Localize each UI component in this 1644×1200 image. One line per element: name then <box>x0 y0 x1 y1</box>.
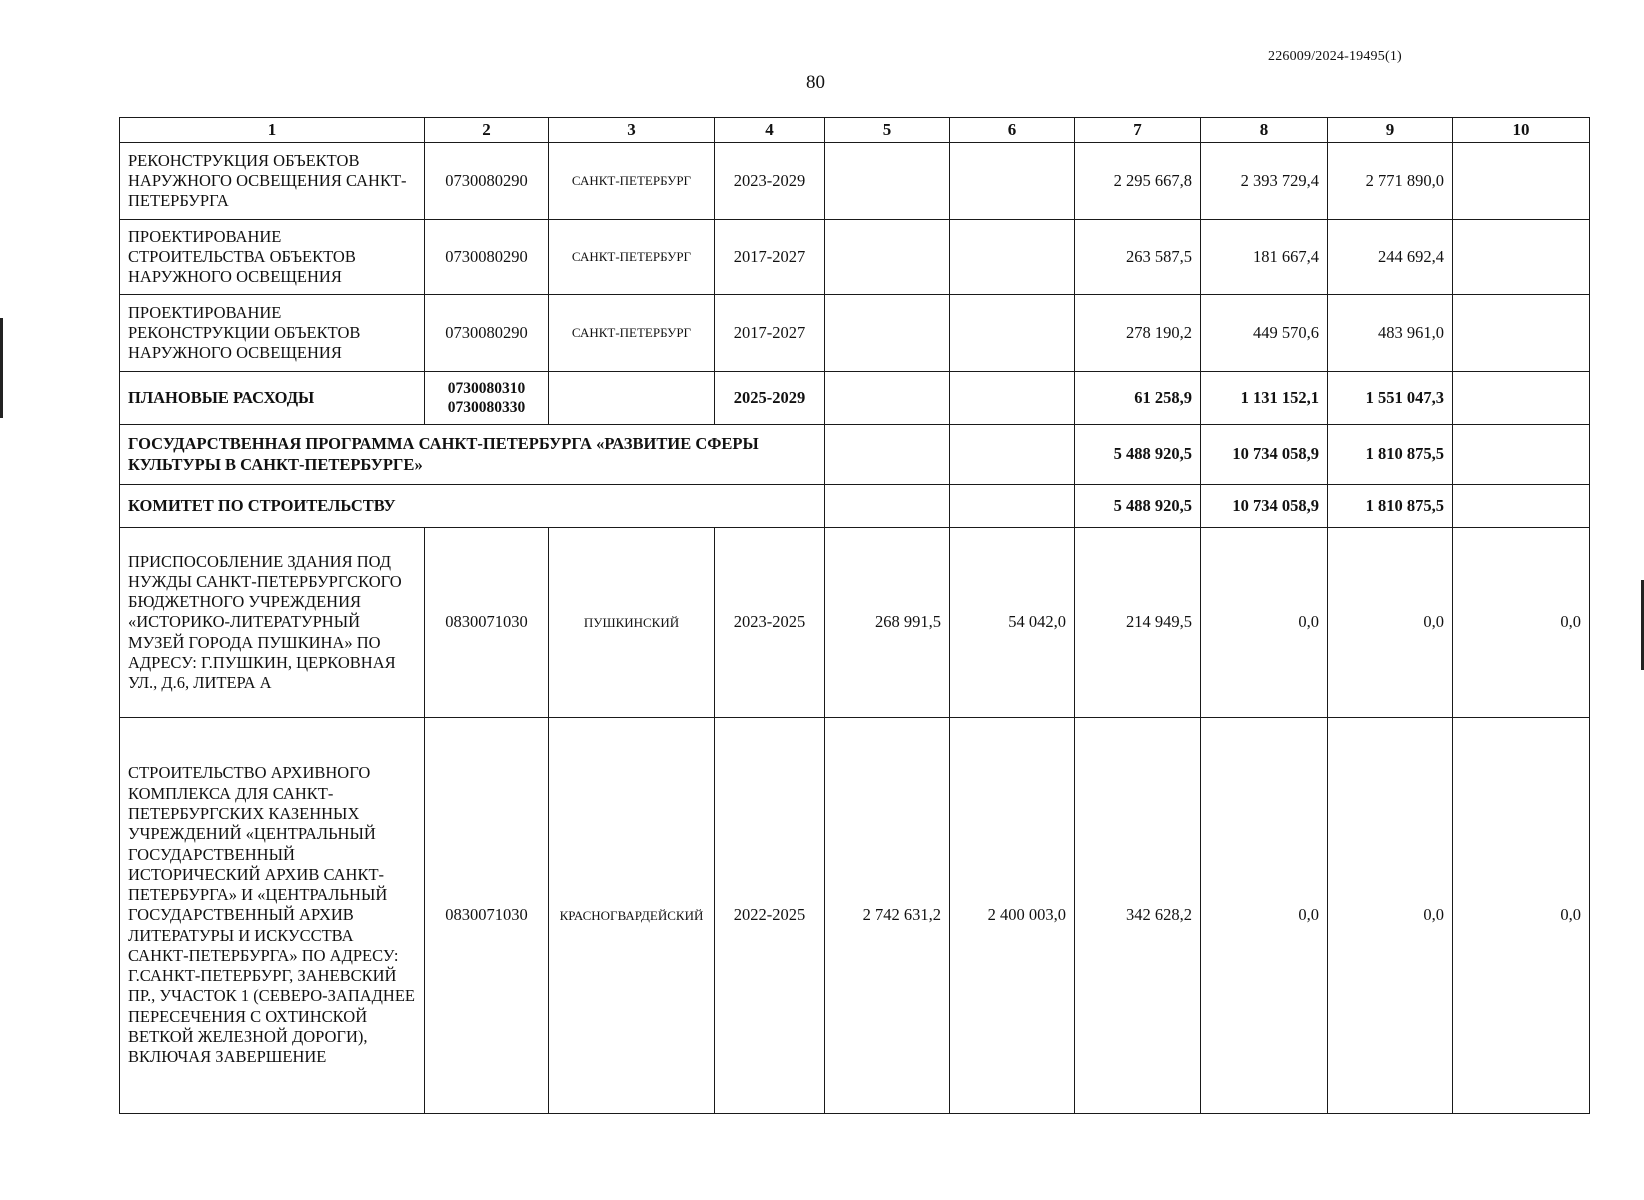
value-cell-6 <box>950 372 1075 425</box>
value-cell-5 <box>825 295 950 372</box>
value-cell-5 <box>825 372 950 425</box>
period-cell: 2023-2029 <box>715 143 825 220</box>
budget-table <box>119 117 1590 1114</box>
target-code-line: 0730080330 <box>447 399 526 416</box>
column-number: 10 <box>1453 118 1590 143</box>
value-cell-7: 5 488 920,5 <box>1075 485 1201 528</box>
value-cell-9: 483 961,0 <box>1328 295 1453 372</box>
value-cell-10 <box>1453 425 1590 485</box>
value-cell-8: 181 667,4 <box>1201 220 1328 295</box>
column-number: 4 <box>715 118 825 143</box>
value-cell-10 <box>1453 220 1590 295</box>
value-cell-5 <box>825 220 950 295</box>
value-cell-6: 2 400 003,0 <box>950 718 1075 1114</box>
value-cell-9: 0,0 <box>1328 528 1453 718</box>
value-cell-7: 5 488 920,5 <box>1075 425 1201 485</box>
column-number: 1 <box>120 118 425 143</box>
object-name-cell: ПЛАНОВЫЕ РАСХОДЫ <box>120 372 425 425</box>
district-cell: САНКТ-ПЕТЕРБУРГ <box>549 220 715 295</box>
district-cell: САНКТ-ПЕТЕРБУРГ <box>549 295 715 372</box>
period-cell: 2025-2029 <box>715 372 825 425</box>
committee-title-cell: КОМИТЕТ ПО СТРОИТЕЛЬСТВУ <box>120 485 825 528</box>
column-number: 3 <box>549 118 715 143</box>
table-row <box>120 485 1590 528</box>
period-cell: 2022-2025 <box>715 718 825 1114</box>
target-code-cell <box>425 372 549 425</box>
value-cell-8: 0,0 <box>1201 528 1328 718</box>
value-cell-8: 10 734 058,9 <box>1201 425 1328 485</box>
value-cell-9: 244 692,4 <box>1328 220 1453 295</box>
value-cell-6 <box>950 425 1075 485</box>
value-cell-9: 1 810 875,5 <box>1328 425 1453 485</box>
value-cell-5 <box>825 425 950 485</box>
value-cell-6 <box>950 485 1075 528</box>
column-number: 8 <box>1201 118 1328 143</box>
target-code-cell: 0830071030 <box>425 528 549 718</box>
district-cell: ПУШКИНСКИЙ <box>549 528 715 718</box>
district-cell: САНКТ-ПЕТЕРБУРГ <box>549 143 715 220</box>
value-cell-8: 10 734 058,9 <box>1201 485 1328 528</box>
column-number-row <box>120 118 1590 143</box>
district-cell: КРАСНОГВАРДЕЙСКИЙ <box>549 718 715 1114</box>
value-cell-6: 54 042,0 <box>950 528 1075 718</box>
object-name-cell: ПРИСПОСОБЛЕНИЕ ЗДАНИЯ ПОД НУЖДЫ САНКТ-ПЕТЕРБУРГСКОГО БЮДЖЕТНОГО УЧРЕЖДЕНИЯ «ИСТОРИКО-ЛИТЕРАТУРНЫЙ МУЗЕЙ ГОРОДА ПУШКИНА» ПО АДРЕСУ: Г.ПУШКИН, ЦЕРКОВНАЯ УЛ., Д.6, ЛИТЕРА А <box>120 528 425 718</box>
value-cell-5 <box>825 143 950 220</box>
value-cell-8: 449 570,6 <box>1201 295 1328 372</box>
object-name-cell: СТРОИТЕЛЬСТВО АРХИВНОГО КОМПЛЕКСА ДЛЯ САНКТ-ПЕТЕРБУРГСКИХ КАЗЕННЫХ УЧРЕЖДЕНИЙ «ЦЕНТРАЛЬНЫЙ ГОСУДАРСТВЕННЫЙ ИСТОРИЧЕСКИЙ АРХИВ САНКТ-ПЕТЕРБУРГА» И «ЦЕНТРАЛЬНЫЙ ГОСУДАРСТВЕННЫЙ АРХИВ ЛИТЕРАТУРЫ И ИСКУССТВА САНКТ-ПЕТЕРБУРГА» ПО АДРЕСУ: Г.САНКТ-ПЕТЕРБУРГ, ЗАНЕВСКИЙ ПР., УЧАСТОК 1 (СЕВЕРО-ЗАПАДНЕЕ ПЕРЕСЕЧЕНИЯ С ОХТИНСКОЙ ВЕТКОЙ ЖЕЛЕЗНОЙ ДОРОГИ), ВКЛЮЧАЯ ЗАВЕРШЕНИЕ <box>120 718 425 1114</box>
value-cell-7: 342 628,2 <box>1075 718 1201 1114</box>
value-cell-6 <box>950 220 1075 295</box>
value-cell-7: 2 295 667,8 <box>1075 143 1201 220</box>
target-code-cell: 0730080290 <box>425 220 549 295</box>
table-row <box>120 143 1590 220</box>
table-row <box>120 425 1590 485</box>
value-cell-7: 263 587,5 <box>1075 220 1201 295</box>
table-row <box>120 220 1590 295</box>
document-id: 226009/2024-19495(1) <box>1268 49 1402 64</box>
value-cell-8: 1 131 152,1 <box>1201 372 1328 425</box>
value-cell-8: 0,0 <box>1201 718 1328 1114</box>
value-cell-9: 1 551 047,3 <box>1328 372 1453 425</box>
object-name-cell: РЕКОНСТРУКЦИЯ ОБЪЕКТОВ НАРУЖНОГО ОСВЕЩЕНИЯ САНКТ-ПЕТЕРБУРГА <box>120 143 425 220</box>
value-cell-5: 268 991,5 <box>825 528 950 718</box>
scan-edge-mark <box>0 318 3 418</box>
value-cell-7: 278 190,2 <box>1075 295 1201 372</box>
value-cell-10 <box>1453 372 1590 425</box>
target-code-cell: 0830071030 <box>425 718 549 1114</box>
column-number: 9 <box>1328 118 1453 143</box>
object-name-cell: ПРОЕКТИРОВАНИЕ СТРОИТЕЛЬСТВА ОБЪЕКТОВ НАРУЖНОГО ОСВЕЩЕНИЯ <box>120 220 425 295</box>
period-cell: 2023-2025 <box>715 528 825 718</box>
column-number: 7 <box>1075 118 1201 143</box>
value-cell-10: 0,0 <box>1453 718 1590 1114</box>
value-cell-9: 1 810 875,5 <box>1328 485 1453 528</box>
target-code-cell: 0730080290 <box>425 143 549 220</box>
target-code-cell: 0730080290 <box>425 295 549 372</box>
value-cell-9: 0,0 <box>1328 718 1453 1114</box>
value-cell-7: 214 949,5 <box>1075 528 1201 718</box>
value-cell-5: 2 742 631,2 <box>825 718 950 1114</box>
value-cell-8: 2 393 729,4 <box>1201 143 1328 220</box>
table-row <box>120 528 1590 718</box>
page-number: 80 <box>806 72 825 93</box>
district-cell <box>549 372 715 425</box>
program-title-cell: ГОСУДАРСТВЕННАЯ ПРОГРАММА САНКТ-ПЕТЕРБУРГА «РАЗВИТИЕ СФЕРЫ КУЛЬТУРЫ В САНКТ-ПЕТЕРБУРГЕ» <box>120 425 825 485</box>
value-cell-10 <box>1453 143 1590 220</box>
table-row <box>120 718 1590 1114</box>
value-cell-10 <box>1453 295 1590 372</box>
value-cell-10: 0,0 <box>1453 528 1590 718</box>
value-cell-5 <box>825 485 950 528</box>
column-number: 2 <box>425 118 549 143</box>
table-row <box>120 295 1590 372</box>
column-number: 6 <box>950 118 1075 143</box>
value-cell-6 <box>950 143 1075 220</box>
column-number: 5 <box>825 118 950 143</box>
value-cell-7: 61 258,9 <box>1075 372 1201 425</box>
value-cell-6 <box>950 295 1075 372</box>
period-cell: 2017-2027 <box>715 220 825 295</box>
target-code-line: 0730080310 <box>447 379 526 397</box>
table-row <box>120 372 1590 425</box>
value-cell-10 <box>1453 485 1590 528</box>
object-name-cell: ПРОЕКТИРОВАНИЕ РЕКОНСТРУКЦИИ ОБЪЕКТОВ НАРУЖНОГО ОСВЕЩЕНИЯ <box>120 295 425 372</box>
period-cell: 2017-2027 <box>715 295 825 372</box>
value-cell-9: 2 771 890,0 <box>1328 143 1453 220</box>
